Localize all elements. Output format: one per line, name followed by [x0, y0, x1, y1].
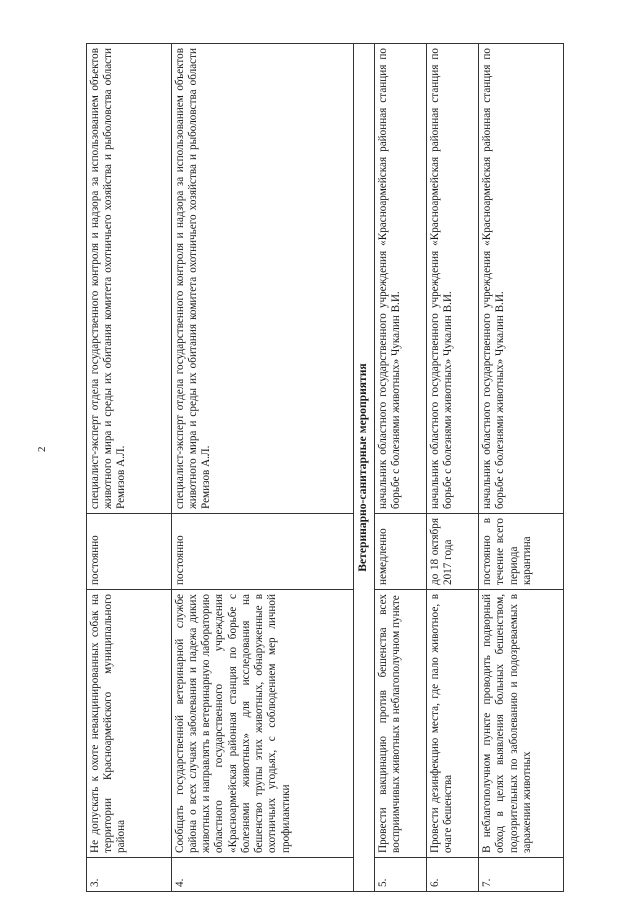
term-cell: постоянно	[87, 514, 172, 590]
row-number: 4.	[171, 858, 354, 892]
term-cell: постоянно в течение всего периода карантина	[479, 514, 564, 590]
responsible-cell: начальник областного государственного учреждения «Красноармейская районная станция по борьбе с болезнями животных» Чукалин В.И.	[426, 44, 478, 514]
term-cell: немедленно	[374, 514, 426, 590]
table-row	[426, 44, 478, 892]
table-row	[374, 44, 426, 892]
action-cell: Провести вакцинацию против бешенства всех восприимчивых животных в неблагополучном пункте	[374, 590, 426, 858]
row-number: 6.	[426, 858, 478, 892]
row-number: 5.	[374, 858, 426, 892]
action-cell: В неблагополучном пункте проводить подворный обход в целях выявления больных бешенством, подозрительных по заболеванию и подозреваемых в заражении животных	[479, 590, 564, 858]
responsible-cell: начальник областного государственного учреждения «Красноармейская районная станция по борьбе с болезнями животных» Чукалин В.И.	[374, 44, 426, 514]
term-cell: постоянно	[171, 514, 354, 590]
row-number: 3.	[87, 858, 172, 892]
table-row	[171, 44, 354, 892]
section-title: Ветеринарно-санитарные мероприятия	[354, 44, 374, 892]
responsible-cell: начальник областного государственного учреждения «Красноармейская районная станция по борьбе с болезнями животных» Чукалин В.И.	[479, 44, 564, 514]
responsible-cell: специалист-эксперт отдела государственного контроля и надзора за использованием объектов животного мира и среды их обитания комитета охотничьего хозяйства и рыболовства области Ремизов А.Л.	[87, 44, 172, 514]
responsible-cell: специалист-эксперт отдела государственного контроля и надзора за использованием объектов животного мира и среды их обитания комитета охотничьего хозяйства и рыболовства области Ремизов А.Л.	[171, 44, 354, 514]
term-cell: до 18 октября 2017 года	[426, 514, 478, 590]
action-cell: Провести дезинфекцию места, где пало животное, в очаге бешенства	[426, 590, 478, 858]
rotated-page	[86, 44, 564, 892]
page-number: 2	[36, 446, 48, 452]
section-row	[354, 44, 374, 892]
action-cell: Сообщать государственной ветеринарной службе района о всех случаях заболевания и падежа диких животных и направлять в ветеринарную лабораторию областного государственного учреждения «Красноармейская районная станция по борьбе с болезнями животных» для исследования на бешенство трупы этих животных, обнаруженные в охотничьих угодьях, с соблюдением мер личной профилактики	[171, 590, 354, 858]
row-number: 7.	[479, 858, 564, 892]
measures-table	[86, 43, 564, 892]
action-cell: Не допускать к охоте невакцинированных собак на территории Красноармейского муниципального района	[87, 590, 172, 858]
table-row	[479, 44, 564, 892]
table-row	[87, 44, 172, 892]
